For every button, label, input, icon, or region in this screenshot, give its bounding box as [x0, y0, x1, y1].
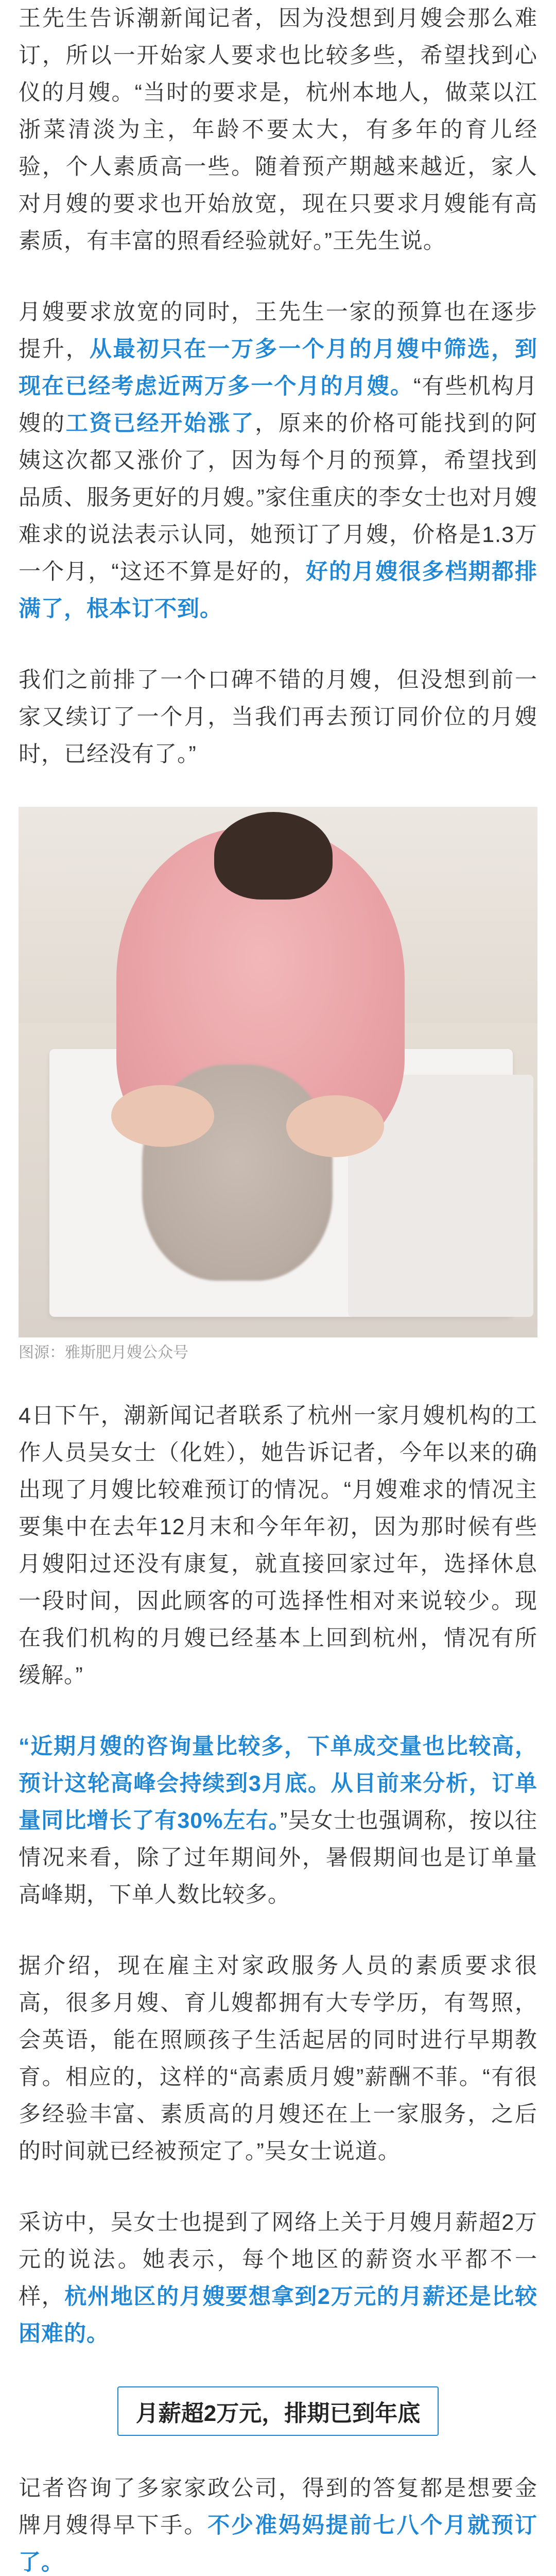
paragraph-text: 据介绍，现在雇主对家政服务人员的素质要求很高，很多月嫂、育儿嫂都拥有大专学历，有驾照，会英语，能在照顾孩子生活起居的同时进行早期教育。相应的，这样的“高素质月嫂”薪酬不菲。“有很多经验丰富、素质高的月嫂还在上一家服务，之后的时间就已经被预定了。”吴女士说道。: [19, 1954, 537, 2164]
highlight-text: 从最初只在一万多一个月的月嫂中筛选，到现在已经考虑近两万多一个月的月嫂。: [19, 337, 538, 399]
article-paragraph: [19, 1397, 537, 1694]
highlight-text: 从目前来分析，订单量同比增长了有30%左右。: [19, 1771, 537, 1833]
paragraph-text: 王先生告诉潮新闻记者，因为没想到月嫂会那么难订，所以一开始家人要求也比较多些，希望找到心仪的月嫂。“当时的要求是，杭州本地人，做菜以江浙菜清淡为主，年龄不要太大，有多年的育儿经验，个人素质高一些。随着预产期越来越近，家人对月嫂的要求也开始放宽，现在只要求月嫂能有高素质，有丰富的照看经验就好。”王先生说。: [19, 6, 537, 253]
paragraph-text: ”吴女士也强调称，按以往情况来看，除了过年期间外，暑假期间也是订单量高峰期，下单人数比较多。: [19, 1808, 537, 1907]
paragraph-text: ，原来的价格可能找到的阿姨这次都又涨价了，因为每个月的预算，希望找到品质、服务更好的月嫂。”家住重庆的李女士也对月嫂难求的说法表示认同，她预订了月嫂，价格是1.3万一个月，“这还不算是好的，: [19, 411, 538, 584]
article-paragraph: [19, 1947, 537, 2170]
paragraph-text: “有些机构月嫂的: [19, 374, 538, 436]
paragraph-text: 我们之前排了一个口碑不错的月嫂，但没想到前一家又续订了一个月，当我们再去预订同价位的月嫂时，已经没有了。”: [19, 668, 537, 767]
article-paragraph: [19, 294, 537, 628]
paragraph-text: 4日下午，潮新闻记者联系了杭州一家月嫂机构的工作人员吴女士（化姓），她告诉记者，今年以来的确出现了月嫂比较难预订的情况。“月嫂难求的情况主要集中在去年12月末和今年年初，因为那时候有些月嫂阳过还没有康复，就直接回家过年，选择休息一段时间，因此顾客的可选择性相对来说较少。现在我们机构的月嫂已经基本上回到杭州，情况有所缓解。”: [19, 1403, 537, 1688]
paragraph-text: 月嫂要求放宽的同时，王先生一家的预算也在逐步提升，: [19, 300, 537, 362]
paragraph-text: 记者咨询了多家家政公司，得到的答复都是想要金牌月嫂得早下手。: [19, 2476, 537, 2538]
article-photo-nanny-with-baby: [19, 807, 537, 1337]
article-paragraph: [19, 2204, 537, 2352]
article-paragraph: [19, 2470, 537, 2576]
article-paragraph: [19, 0, 537, 260]
section-heading-text: 月薪超2万元，排期已到年底: [117, 2386, 439, 2436]
highlight-text: 工资已经开始涨了: [65, 411, 255, 436]
paragraph-text: 采访中，吴女士也提到了网络上关于月嫂月薪超2万元的说法。她表示，每个地区的薪资水平都不一样，: [19, 2210, 537, 2309]
highlight-text: “近期月嫂的咨询量比较多，下单成交量也比较高，预计这轮高峰会持续到3月底。: [19, 1734, 537, 1796]
highlight-text: 好的月嫂很多档期都排满了，根本订不到。: [19, 560, 537, 621]
article-paragraph: [19, 662, 537, 773]
section-heading: [19, 2386, 537, 2436]
image-caption: 图源：雅斯肥月嫂公众号: [19, 1344, 188, 1361]
highlight-text: 杭州地区的月嫂要想拿到2万元的月薪还是比较困难的。: [19, 2284, 537, 2346]
article-paragraph: [19, 1728, 537, 1913]
highlight-text: 不少准妈妈提前七八个月就预订了。: [19, 2513, 538, 2575]
